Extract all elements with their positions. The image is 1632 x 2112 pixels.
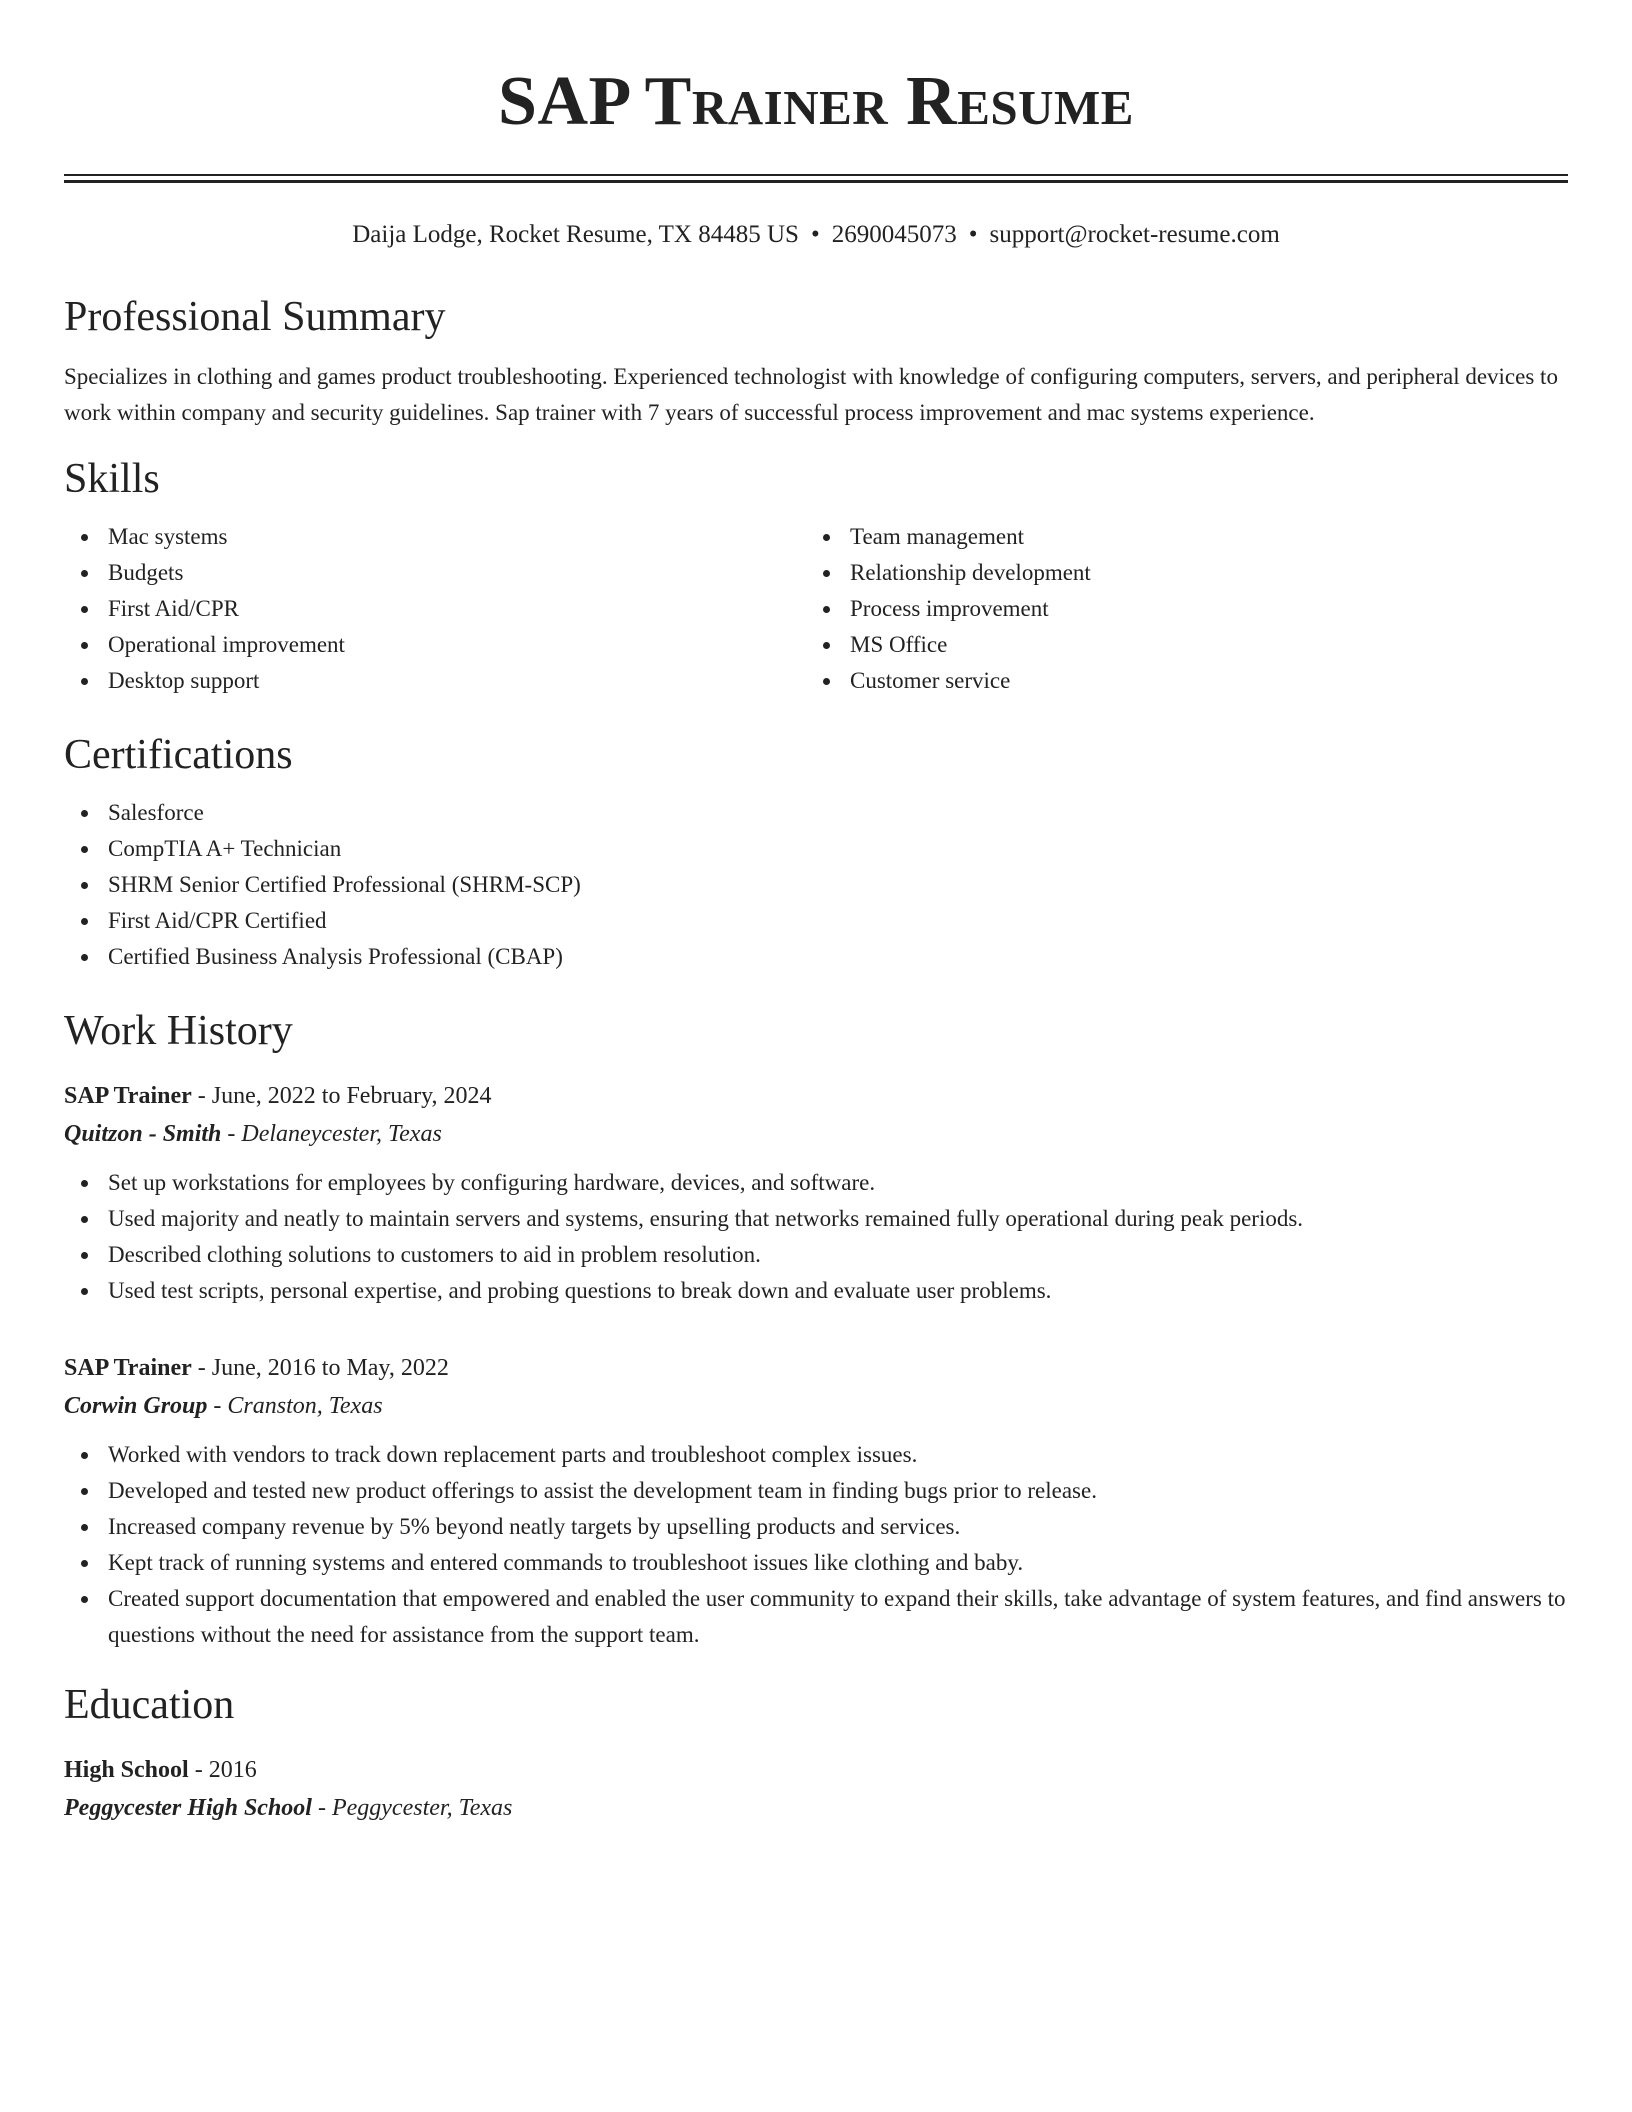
job-dash: -: [207, 1393, 228, 1419]
job-bullet: Increased company revenue by 5% beyond neatly targets by upselling products and services.: [64, 1509, 1568, 1545]
certifications-list: [64, 795, 1568, 975]
job-bullet: Used test scripts, personal expertise, and probing questions to break down and evaluate user problems.: [64, 1273, 1568, 1309]
job-dash: -: [221, 1121, 242, 1147]
job-bullets: [64, 1437, 1568, 1653]
skill-item: Process improvement: [806, 591, 1548, 627]
certification-item: SHRM Senior Certified Professional (SHRM-SCP): [64, 867, 1568, 903]
work-history-heading: Work History: [64, 1008, 293, 1054]
job-dash: -: [191, 1355, 212, 1381]
contact-email: support@rocket-resume.com: [989, 221, 1280, 248]
skill-item: Relationship development: [806, 555, 1548, 591]
contact-phone: 2690045073: [831, 221, 957, 248]
contact-line: [64, 219, 1568, 251]
job-dates: June, 2022 to February, 2024: [211, 1083, 492, 1109]
job-company-line: [64, 1115, 1568, 1153]
education-entry: [64, 1751, 1568, 1827]
job-bullet: Worked with vendors to track down replacement parts and troubleshoot complex issues.: [64, 1437, 1568, 1473]
job-bullet: Set up workstations for employees by configuring hardware, devices, and software.: [64, 1165, 1568, 1201]
job-location: Delaneycester, Texas: [241, 1121, 442, 1147]
job-bullet: Kept track of running systems and entered commands to troubleshoot issues like clothing and baby.: [64, 1545, 1568, 1581]
job-bullet: Described clothing solutions to customers to aid in problem resolution.: [64, 1237, 1568, 1273]
contact-address: Daija Lodge, Rocket Resume, TX 84485 US: [352, 221, 799, 248]
certification-item: Certified Business Analysis Professional (CBAP): [64, 939, 1568, 975]
job-title: SAP Trainer: [64, 1083, 192, 1109]
skill-item: Budgets: [64, 555, 806, 591]
job-entry: [64, 1077, 1568, 1309]
job-entry: [64, 1349, 1568, 1653]
education-year: 2016: [208, 1757, 257, 1783]
job-title-line: [64, 1349, 1568, 1387]
title-divider: [64, 174, 1568, 183]
job-company: Corwin Group: [64, 1393, 208, 1419]
education-heading: Education: [64, 1682, 235, 1728]
education-dash: -: [188, 1757, 209, 1783]
certification-item: First Aid/CPR Certified: [64, 903, 1568, 939]
skill-item: MS Office: [806, 627, 1548, 663]
certifications-heading: Certifications: [64, 732, 293, 778]
job-location: Cranston, Texas: [227, 1393, 383, 1419]
job-bullets: [64, 1165, 1568, 1309]
education-school-line: [64, 1789, 1568, 1827]
job-bullet: Created support documentation that empowered and enabled the user community to expand their skills, take advantage of system features, and find answers to questions without the need for assistance from the support team.: [64, 1581, 1568, 1653]
contact-separator: •: [810, 221, 820, 248]
job-company-line: [64, 1387, 1568, 1425]
education-school: Peggycester High School: [64, 1795, 312, 1821]
education-location: Peggycester, Texas: [331, 1795, 513, 1821]
job-bullet: Developed and tested new product offerings to assist the development team in finding bugs prior to release.: [64, 1473, 1568, 1509]
skills-list-right: [806, 519, 1548, 699]
skill-item: Team management: [806, 519, 1548, 555]
resume-title: SAP Trainer Resume: [498, 63, 1134, 140]
skill-item: Customer service: [806, 663, 1548, 699]
certification-item: Salesforce: [64, 795, 1568, 831]
skill-item: Operational improvement: [64, 627, 806, 663]
skill-item: Desktop support: [64, 663, 806, 699]
skills-heading: Skills: [64, 456, 160, 502]
education-degree: High School: [64, 1757, 189, 1783]
education-dash: -: [311, 1795, 332, 1821]
skills-list-left: [64, 519, 806, 699]
summary-text: Specializes in clothing and games product troubleshooting. Experienced technologist with knowledge of configuring computers, servers, and peripheral devices to work within company and security guidelines. Sap trainer with 7 years of successful process improvement and mac systems experience.: [64, 364, 1558, 425]
skills-grid: [64, 519, 1568, 699]
job-title: SAP Trainer: [64, 1355, 192, 1381]
job-company: Quitzon - Smith: [64, 1121, 222, 1147]
job-dates: June, 2016 to May, 2022: [211, 1355, 449, 1381]
contact-separator: •: [968, 221, 978, 248]
job-dash: -: [191, 1083, 212, 1109]
skill-item: First Aid/CPR: [64, 591, 806, 627]
skill-item: Mac systems: [64, 519, 806, 555]
education-degree-line: [64, 1751, 1568, 1789]
certification-item: CompTIA A+ Technician: [64, 831, 1568, 867]
job-title-line: [64, 1077, 1568, 1115]
job-bullet: Used majority and neatly to maintain servers and systems, ensuring that networks remained fully operational during peak periods.: [64, 1201, 1568, 1237]
summary-heading: Professional Summary: [64, 294, 446, 340]
